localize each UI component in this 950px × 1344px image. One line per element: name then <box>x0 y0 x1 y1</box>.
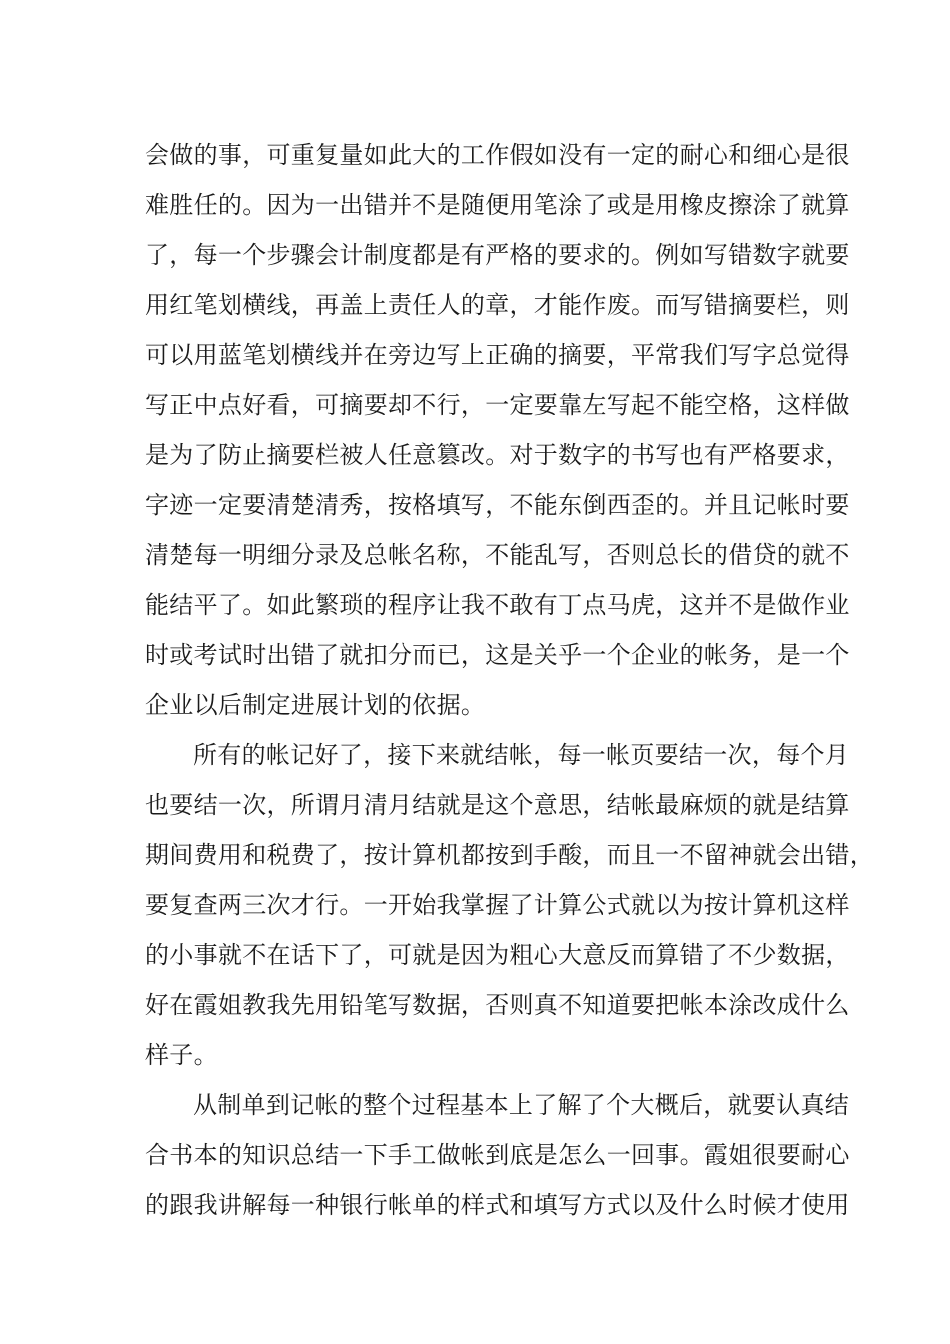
paragraph-start-line: 所有的帐记好了，接下来就结帐，每一帐页要结一次，每个月 <box>193 741 850 769</box>
text-line: 清楚每一明细分录及总帐名称，不能乱写，否则总长的借贷的就不 <box>145 541 850 569</box>
text-line: 难胜任的。因为一出错并不是随便用笔涂了或是用橡皮擦涂了就算 <box>145 191 850 219</box>
text-line: 写正中点好看，可摘要却不行，一定要靠左写起不能空格，这样做 <box>145 391 850 419</box>
text-line: 期间费用和税费了，按计算机都按到手酸，而且一不留神就会出错， <box>145 841 874 869</box>
text-line: 的跟我讲解每一种银行帐单的样式和填写方式以及什么时候才使用 <box>145 1191 850 1219</box>
text-line: 会做的事，可重复量如此大的工作假如没有一定的耐心和细心是很 <box>145 141 850 169</box>
body-text <box>145 130 874 1230</box>
text-line: 好在霞姐教我先用铅笔写数据，否则真不知道要把帐本涂改成什么 <box>145 991 850 1019</box>
text-line: 也要结一次，所谓月清月结就是这个意思，结帐最麻烦的就是结算 <box>145 791 850 819</box>
text-line: 了，每一个步骤会计制度都是有严格的要求的。例如写错数字就要 <box>145 241 850 269</box>
text-line: 能结平了。如此繁琐的程序让我不敢有丁点马虎，这并不是做作业 <box>145 591 850 619</box>
text-line: 时或考试时出错了就扣分而已，这是关乎一个企业的帐务，是一个 <box>145 641 850 669</box>
text-line: 的小事就不在话下了，可就是因为粗心大意反而算错了不少数据， <box>145 941 850 969</box>
text-line: 企业以后制定进展计划的依据。 <box>145 691 486 719</box>
text-line: 要复查两三次才行。一开始我掌握了计算公式就以为按计算机这样 <box>145 891 850 919</box>
paragraph-start-line: 从制单到记帐的整个过程基本上了解了个大概后，就要认真结 <box>193 1091 850 1119</box>
text-line: 可以用蓝笔划横线并在旁边写上正确的摘要，平常我们写字总觉得 <box>145 341 850 369</box>
text-line: 合书本的知识总结一下手工做帐到底是怎么一回事。霞姐很要耐心 <box>145 1141 850 1169</box>
text-line: 用红笔划横线，再盖上责任人的章，才能作废。而写错摘要栏，则 <box>145 291 850 319</box>
text-line: 是为了防止摘要栏被人任意篡改。对于数字的书写也有严格要求， <box>145 441 850 469</box>
text-line: 样子。 <box>145 1041 218 1069</box>
text-line: 字迹一定要清楚清秀，按格填写，不能东倒西歪的。并且记帐时要 <box>145 491 850 519</box>
